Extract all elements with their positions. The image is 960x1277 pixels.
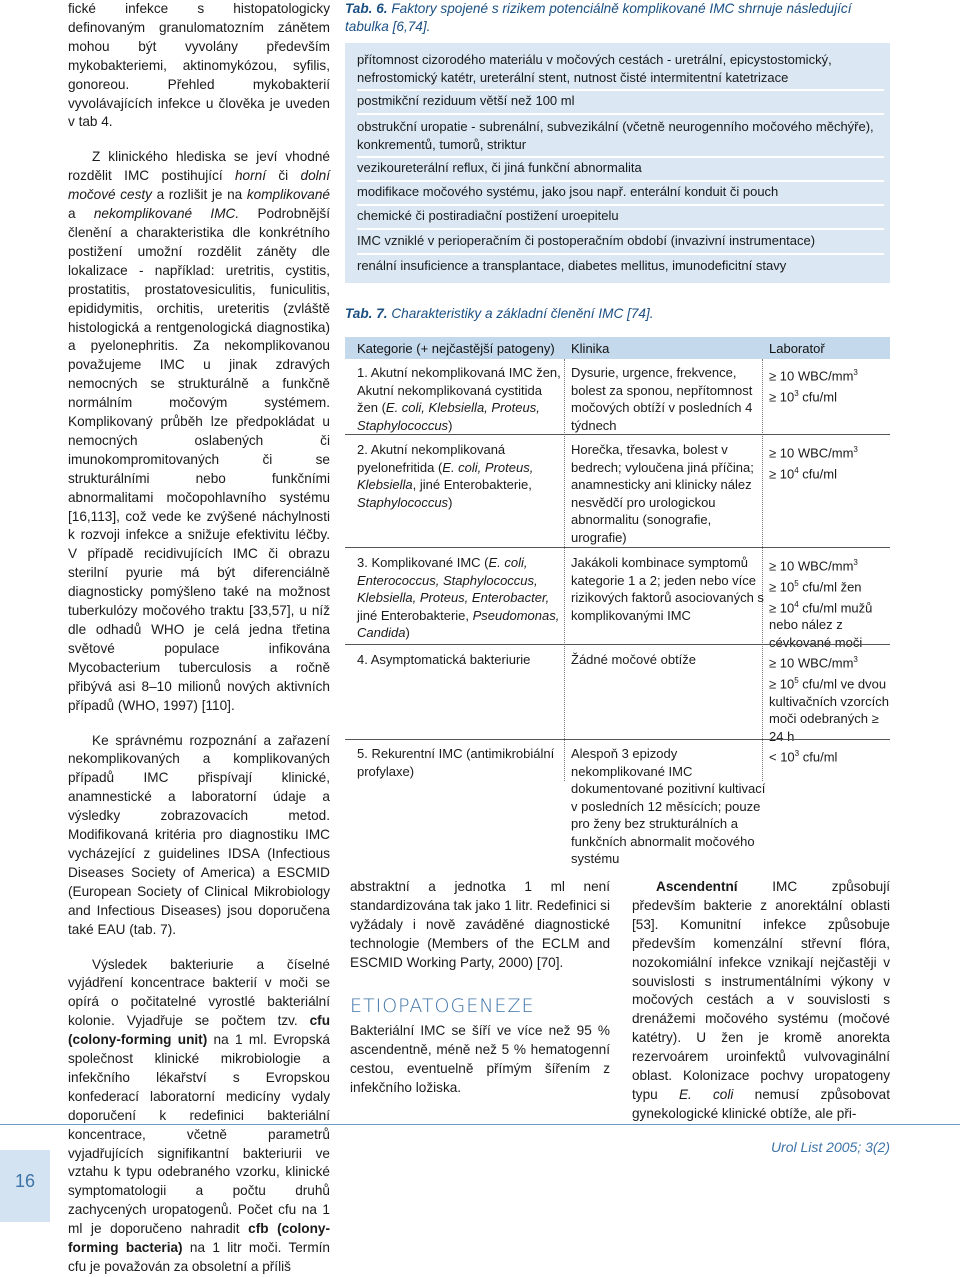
table-caption: Tab. 7. Charakteristiky a základní členění IMC [74]. [345,306,654,321]
table-cell: 1. Akutní nekomplikovaná IMC žen, Akutní nekomplikovaná cystitida žen (E. coli, Klebsiella, Proteus, Staphylococcus) [357,365,561,433]
table-row: renální insuficience a transplantace, diabetes mellitus, imunodeficitní stavy [357,258,787,273]
table-cell: Žádné močové obtíže [571,652,697,667]
table-cell: 5. Rekurentní IMC (antimikrobiální profylaxe) [357,746,555,779]
table-row: modifikace močového systému, jako jsou např. enterální konduit či pouch [357,184,779,199]
journal-citation: Urol List 2005; 3(2) [770,1139,890,1155]
paragraph: Z klinického hlediska se jeví vhodné rozdělit IMC postihující horní či dolní močové cesty a rozlišit je na komplikované a nekomplikované IMC. Podrobnější členění a charakteristika dle konkrétního postižení umožní rozdělit záněty dle lokalizace - například: uretritis, cystitis, prostatitis, prostatovesiculitis, funiculitis, epididymitis, orchitis, ureteritis (zvláště histologická a rentgenologická diagnostika) a pyelonephritis. Za nekomplikovanou považujeme IMC u jinak zdravých nemocných se strukturálně a funkčně normálním močovým systémem. Komplikovaný průběh lze předpokládat u nemocných oslabených či imunokompromitovaných či se strukturálními nebo funkčními abnormalitami močopohlavního systému [16,113], což vede ke zvýšené náchylnosti k rozvoji infekce a snižuje efektivitu léčby. V případě recidivujících IMC či obrazu sterilní pyurie má být diferenciálně diagnosticky pomýšleno také na možnost tuberkulózy močového traktu [33,57], u níž dle odhadů WHO je celá jedna třetina světové populace infikována Mycobacterium tuberculosis a ročně přibývá asi 8–10 milionů nových aktivních případů (WHO, 1997) [110]. [68,149,330,713]
table-cell: ≥ 10 WBC/$mm^3$ ≥ $10^4$ cfu/ml [769,445,858,482]
paragraph: Ascendentní IMC způsobují především bakterie z anorektální oblasti [53]. Komunitní infekce způsobuje především komenzální střevní flóra, nozokomiální infekce vznikají nejčastěji v souvislosti s instrumentálními výkony v močových cestách a v souvislosti s drenážemi močového systému (močové katétry). U žen je kromě anorekta rezervoárem uroinfektů vulvovaginální oblast. Kolonizace pochvy uropatogeny typu E. coli nemusí způsobovat gynekologické klinické obtíže, ale při- [632,879,890,1121]
paragraph: Výsledek bakteriurie a číselné vyjádření koncentrace bakterií v moči se opírá o počitatelné vyrostlé bakteriální kolonie. Vyjadřuje se počtem tzv. cfu (colony-forming unit) na 1 ml. Evropská společnost klinické mikrobiologie a infekčního lékařství s Evropskou konfederací laboratorní medicíny vydaly doporučení k redefinici bakteriální koncentrace, včetně parametrů vyjadřujících signifikantní bakteriurii ve vztahu k typu odebraného vzorku, klinické symptomatologii a počtu druhů zachycených uropatogenů. Počet cfu na 1 ml je doporučeno nahradit cfb (colony-forming bacteria) na 1 litr moči. Termín cfu je považován za obsoletní a příliš [68,956,331,1274]
middle-column [350,878,610,973]
header-clinic: Klinika [571,341,610,356]
table-cell: Jakákoli kombinace symptomů kategorie 1 a 2; jeden nebo více rizikových faktorů asociovaných s komplikovanými IMC [571,555,764,623]
table-cell: ≥ 10 WBC/$mm^3$ ≥ $10^5$ cfu/ml ve dvou kultivačních vzorcích moči odebraných ≥ 24 h [769,655,889,744]
right-column [632,878,890,1124]
table-row: chemické či postiradiační postižení uroepitelu [357,208,619,223]
table-cell: 3. Komplikované IMC (E. coli, Enterococcus, Staphylococcus, Klebsiella, Proteus, Enterobacter, jiné Enterobakterie, Pseudomonas, Candida) [357,555,560,640]
paragraph: fické infekce s histopatologicky definovaným granulomatozním zánětem mohou být vyvolány především mykobakteriemi, aktinomykózou, syfilis, gonoreou. Přehled mykobakterií vyvolávajících infekce u člověka je uveden v tab 4. [68,1,330,130]
paragraph: Ke správnému rozpoznání a zařazení nekomplikovaných a komplikovaných případů IMC přispívají klinické, anamnestické a laboratorní údaje a výsledky zobrazovacích metod. Modifikovaná kritéria pro diagnostiku IMC vycházející z guidelines IDSA (Infectious Diseases Society of America) a ESCMID (European Society of Clinical Mikrobiology and Infectious Diseases) jsou doporučena také EAU (tab. 7). [68,732,330,937]
header-lab: Laboratoř [769,341,825,356]
table-cell: < $10^3$ cfu/ml [769,749,838,765]
table-row: postmikční reziduum větší než 100 ml [357,93,575,108]
page-number: 16 [14,1171,36,1191]
table-cell: Horečka, třesavka, bolest v bedrech; vyloučena jiná příčina; anamnesticky ani klinicky nález nesvědčí pro urologickou abnormalitu (sonografie, urografie) [571,442,754,545]
table-caption: Tab. 6. Faktory spojené s rizikem potenciálně komplikované IMC shrnuje následující tabulka [6,74]. [345,1,852,34]
header-category: Kategorie (+ nejčastější patogeny) [357,341,555,356]
table-cell: Dysurie, urgence, frekvence, bolest za sponou, nepřítomnost močových obtíží v posledních 4 týdnech [571,365,753,433]
paragraph: abstraktní a jednotka 1 ml není standardizována tak jako 1 litr. Redefinici si vyžádaly i nově zaváděné diagnostické technologie (Members of the ECLM and ESCMID Working Party, 2000) [70]. [350,879,610,970]
table-row: obstrukční uropatie - subrenální, subvezikální (včetně neurogenního močového měchýře), konkrementů, tumorů, striktur [357,119,874,152]
left-column [68,0,330,1277]
risk-factors-table [345,43,890,283]
section-heading: ETIOPATOGENEZE [350,995,535,1017]
table-row: IMC vzniklé v perioperačním či postoperačním období (invazivní instrumentace) [357,233,816,248]
table-header [345,337,890,359]
table-row: vezikoureterální reflux, či jiná funkční abnormalita [357,160,642,175]
table-cell: 2. Akutní nekomplikovaná pyelonefritida (E. coli, Proteus, Klebsiella, jiné Enterobakterie, Staphylococcus) [357,442,534,510]
footer-divider [0,1124,960,1125]
paragraph: Bakteriální IMC se šíří ve více než 95 % ascendentně, méně než 5 % hematogenní cestou, eventuelně přímým šířením z infekčního ložiska. [350,1023,610,1095]
table-cell: ≥ 10 WBC/$mm^3$ ≥ $10^5$ cfu/ml žen ≥ $10^4$ cfu/ml mužů nebo nález z cévkované moči [769,558,873,650]
table-cell: Alespoň 3 epizody nekomplikované IMC dokumentované pozitivní kultivací v posledních 12 měsících; pouze pro ženy bez strukturálních a funkčních abnormalit močového systému [571,746,766,866]
table-row: přítomnost cizorodého materiálu v močových cestách - uretrální, epicystostomický, nefrostomický katétr, ureterální stent, nutnost čisté intermitentní katetrizace [357,52,832,85]
table-cell: ≥ 10 WBC/$mm^3$ ≥ $10^3$ cfu/ml [769,368,858,405]
table-cell: 4. Asymptomatická bakteriurie [357,652,531,667]
